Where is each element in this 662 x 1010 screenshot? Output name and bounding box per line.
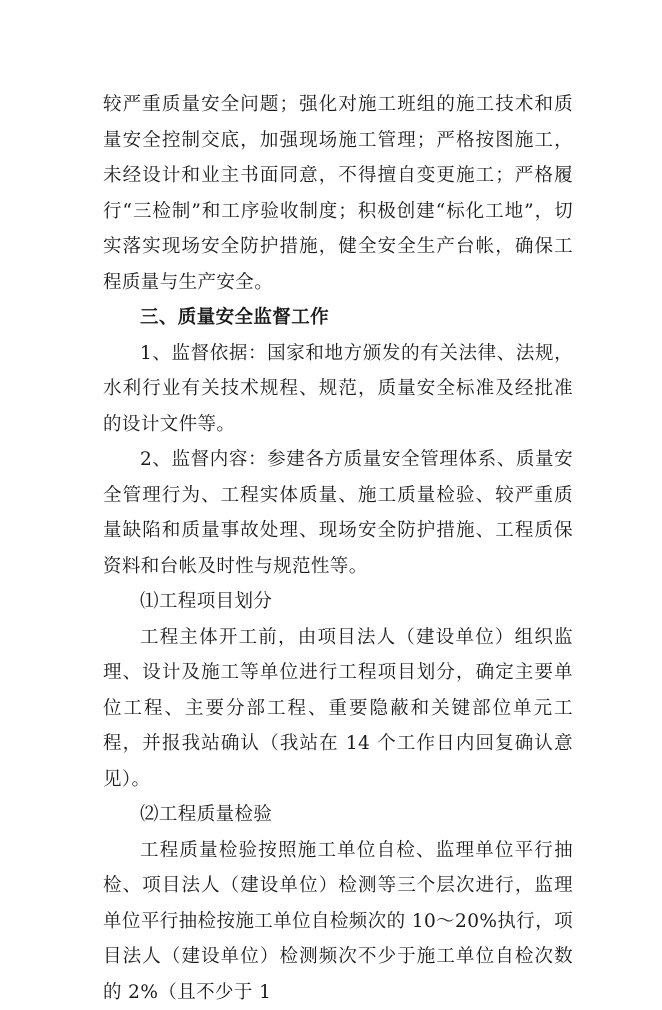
body-paragraph-project-division: 工程主体开工前，由项目法人（建设单位）组织监理、设计及施工等单位进行工程项目划分，确定主要单位工程、主要分部工程、重要隐蔽和关键部位单元工程，并报我站确认（我站在 14 个工作日内回复确认意见）。 [103, 620, 573, 798]
body-paragraph-quality-inspection: 工程质量检验按照施工单位自检、监理单位平行抽检、项目法人（建设单位）检测等三个层次进行，监理单位平行抽检按施工单位自检频次的 10～20%执行，项目法人（建设单位）检测频次不少于施工单位自检次数的 2%（且不少于 1 [103, 833, 573, 1010]
document-body [103, 87, 573, 1010]
section-heading-supervision: 三、质量安全监督工作 [103, 300, 573, 336]
body-paragraph-content: 2、监督内容：参建各方质量安全管理体系、质量安全管理行为、工程实体质量、施工质量检验、较严重质量缺陷和质量事故处理、现场安全防护措施、工程质保资料和台帐及时性与规范性等。 [103, 442, 573, 584]
subheading-project-division: ⑴工程项目划分 [103, 584, 573, 620]
body-paragraph-intro: 较严重质量安全问题；强化对施工班组的施工技术和质量安全控制交底，加强现场施工管理；严格按图施工，未经设计和业主书面同意，不得擅自变更施工；严格履行“三检制”和工序验收制度；积极创建“标化工地”，切实落实现场安全防护措施，健全安全生产台帐，确保工程质量与生产安全。 [103, 87, 573, 300]
subheading-quality-inspection: ⑵工程质量检验 [103, 797, 573, 833]
body-paragraph-basis: 1、监督依据：国家和地方颁发的有关法律、法规，水利行业有关技术规程、规范，质量安全标准及经批准的设计文件等。 [103, 336, 573, 443]
